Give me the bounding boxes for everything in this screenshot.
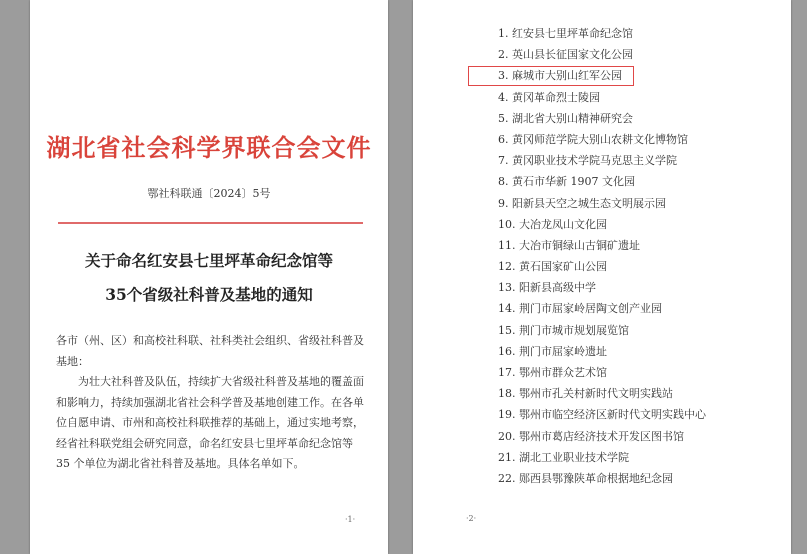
body-paragraph: 为壮大社科普及队伍，持续扩大省级社科普及基地的覆盖面和影响力，持续加强湖北省社会科学普及基地创建工作。在各单位自愿申请、市州和高校社科联推荐的基础上，通过实地考察，经省社科联党组会研究同意，命名红安县七里坪革命纪念馆等 35 个单位为湖北省社科普及基地。具体名单如下。 xyxy=(56,375,364,470)
list-item: 14. 荆门市屈家岭居陶文创产业园 xyxy=(498,302,662,316)
red-divider xyxy=(58,222,363,224)
base-list xyxy=(495,23,706,489)
page-number: ·2· xyxy=(466,514,477,523)
list-item: 11. 大冶市铜绿山古铜矿遗址 xyxy=(498,238,640,252)
document-page-2 xyxy=(413,0,791,554)
list-item: 2. 英山县长征国家文化公园 xyxy=(498,48,633,62)
list-item: 13. 阳新县高级中学 xyxy=(498,281,596,295)
document-page-1 xyxy=(30,0,388,554)
page-number: ·1· xyxy=(345,515,356,524)
list-item: 7. 黄冈职业技术学院马克思主义学院 xyxy=(498,154,677,168)
list-item: 12. 黄石国家矿山公园 xyxy=(498,260,607,274)
list-item: 19. 鄂州市临空经济区新时代文明实践中心 xyxy=(498,408,706,422)
document-header: 湖北省社会科学界联合会文件 xyxy=(46,133,372,162)
list-item: 22. 郧西县鄂豫陕革命根据地纪念园 xyxy=(498,471,673,485)
list-item: 3. 麻城市大别山红军公园 xyxy=(498,69,622,83)
notice-title-line-1: 关于命名红安县七里坪革命纪念馆等 xyxy=(84,251,333,270)
list-item: 8. 黄石市华新 1907 文化园 xyxy=(498,175,635,189)
document-number: 鄂社科联通〔2024〕5号 xyxy=(147,187,271,200)
list-item: 21. 湖北工业职业技术学院 xyxy=(498,450,629,464)
list-item: 16. 荆门市屈家岭遗址 xyxy=(498,344,607,358)
list-item: 17. 鄂州市群众艺术馆 xyxy=(498,366,607,379)
list-item: 15. 荆门市城市规划展览馆 xyxy=(498,323,629,337)
notice-title-line-2: 35个省级社科普及基地的通知 xyxy=(105,285,313,304)
list-item: 4. 黄冈革命烈士陵园 xyxy=(498,90,600,104)
list-item: 6. 黄冈师范学院大别山农耕文化博物馆 xyxy=(498,132,688,146)
list-item: 5. 湖北省大别山精神研究会 xyxy=(498,111,633,125)
list-item: 9. 阳新县天空之城生态文明展示园 xyxy=(498,196,666,210)
salutation: 各市（州、区）和高校社科联、社科类社会组织、省级社科普及基地： xyxy=(56,334,364,368)
list-item: 1. 红安县七里坪革命纪念馆 xyxy=(498,27,633,40)
list-item: 10. 大冶龙凤山文化园 xyxy=(498,217,607,231)
list-item: 18. 鄂州市孔关村新时代文明实践站 xyxy=(498,387,673,401)
list-item: 20. 鄂州市葛店经济技术开发区图书馆 xyxy=(498,429,684,443)
